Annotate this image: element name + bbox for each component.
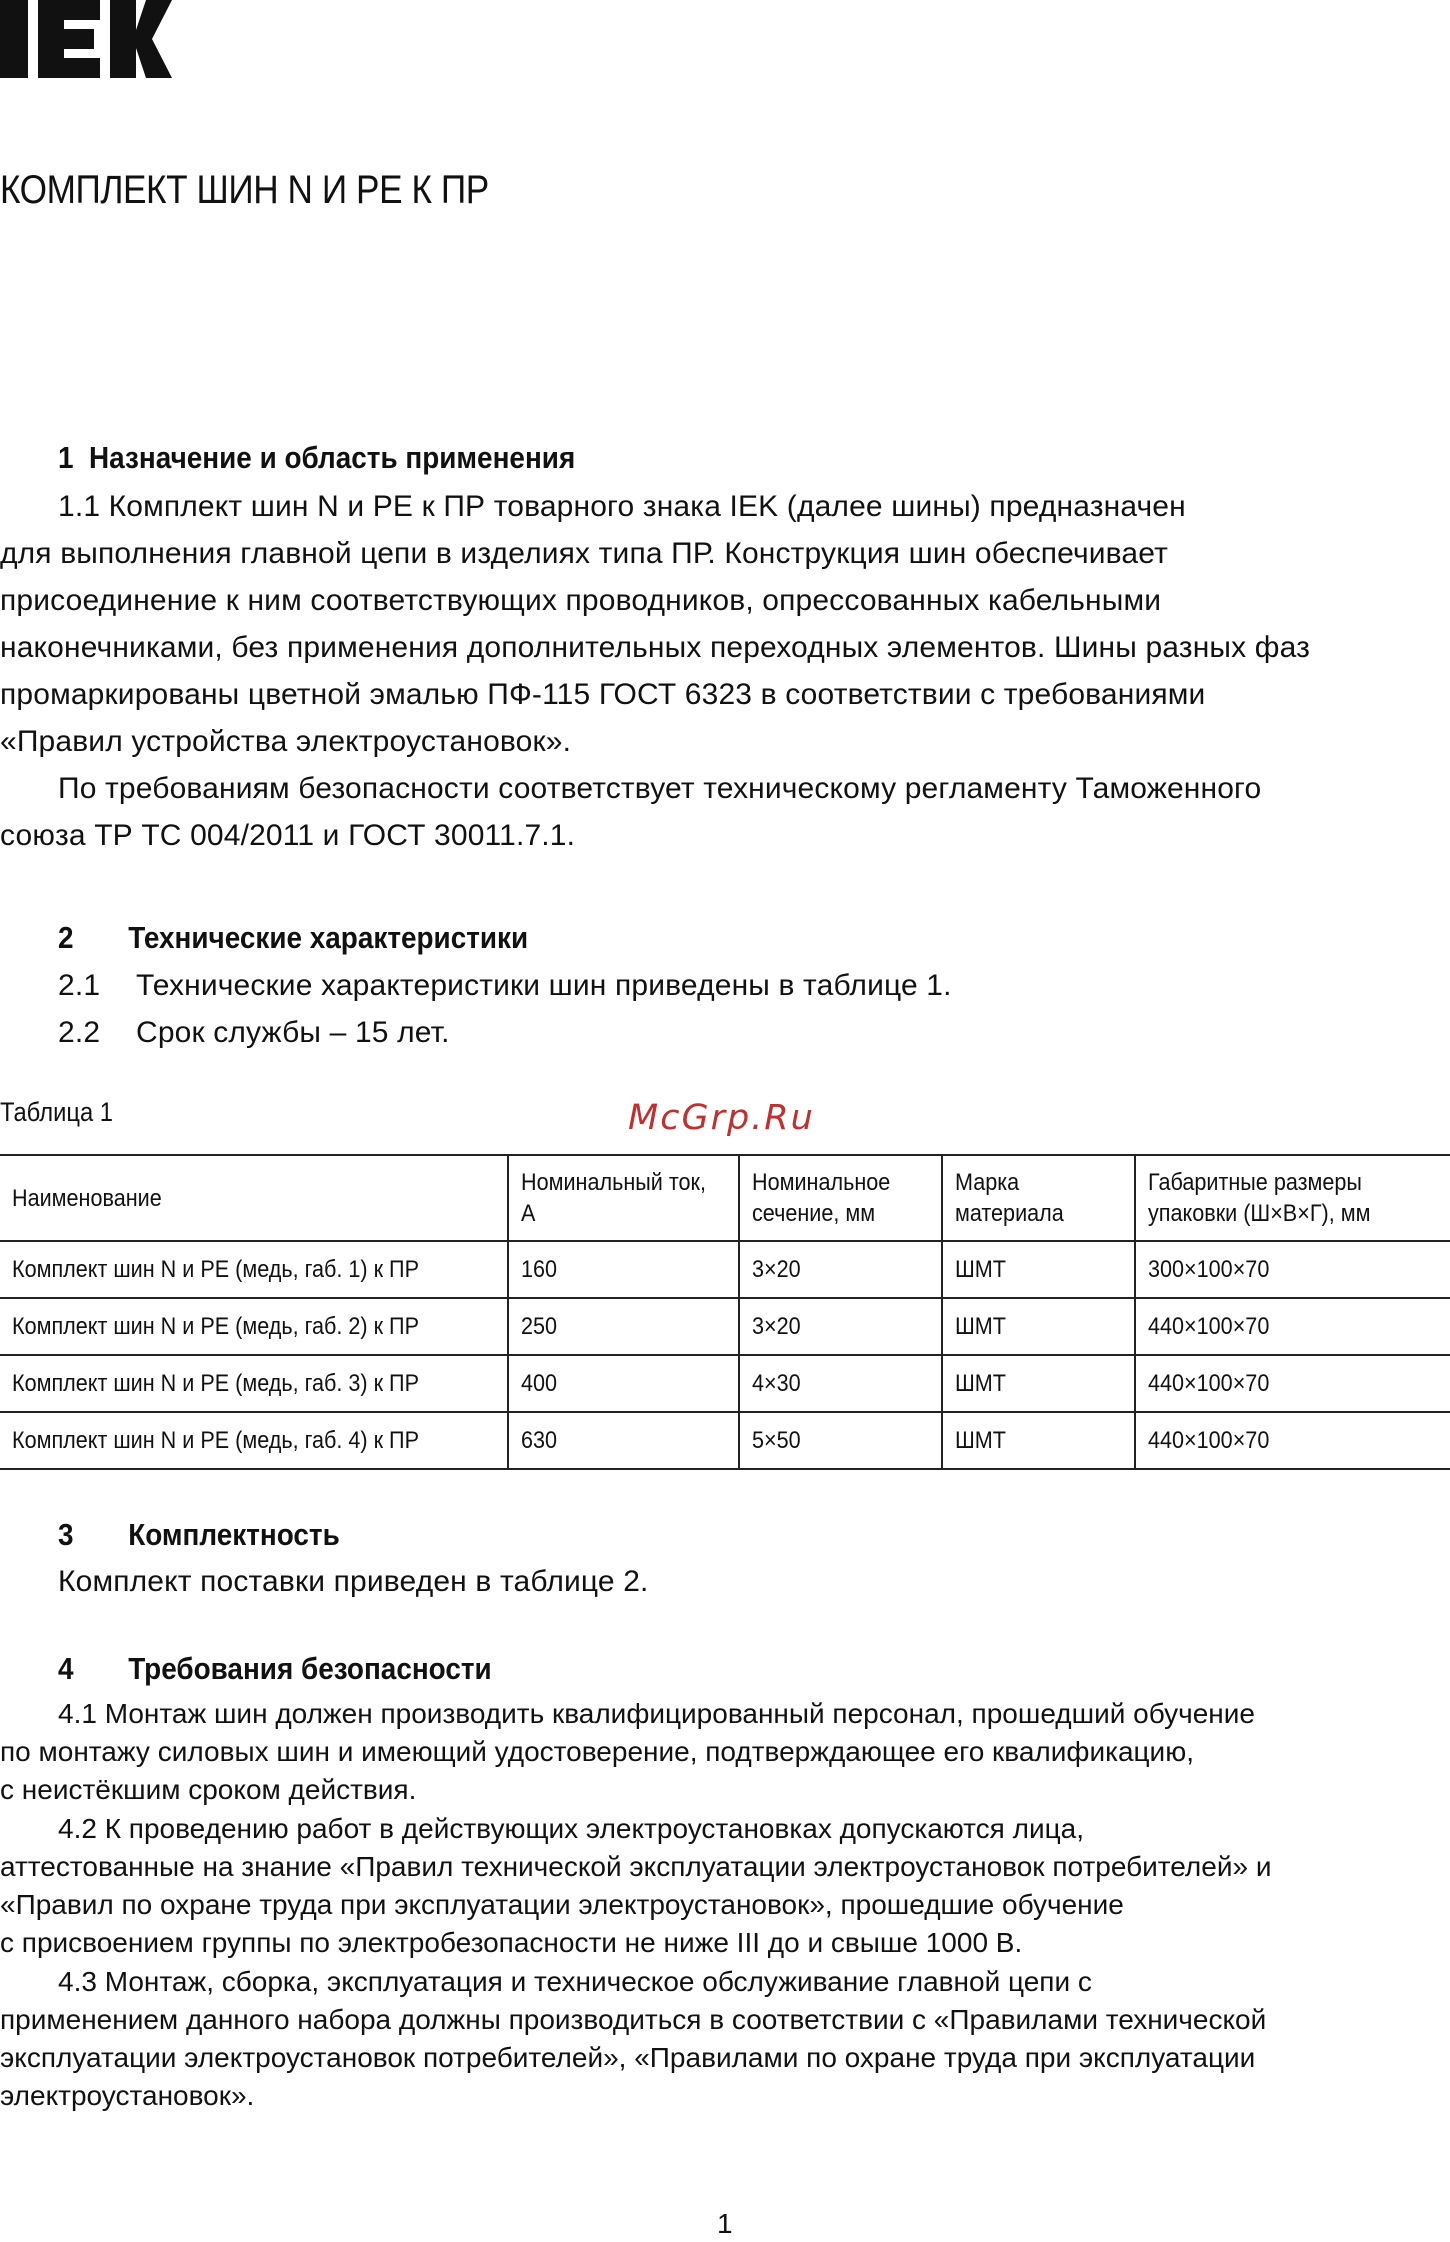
table-cell: 160 [508,1241,740,1298]
section-number: 4 [58,1651,74,1686]
text-line: применением данного набора должны производиться в соответствии с «Правилами технической [0,2004,1267,2035]
section-2-heading [58,920,528,956]
document-title: КОМПЛЕКТ ШИН N И PE К ПР [0,168,489,212]
text-line: 4.1 Монтаж шин должен производить квалифицированный персонал, прошедший обучение [58,1698,1255,1729]
table-cell: 5×50 [739,1412,941,1469]
section-4-heading [58,1651,492,1687]
table-row [0,1241,1450,1298]
item-number: 2.1 [58,969,101,1002]
paragraph-4-2 [0,1810,1271,1962]
iek-logo [0,0,172,78]
table-header-row [0,1155,1450,1241]
table-cell: 440×100×70 [1135,1298,1450,1355]
table-cell: 440×100×70 [1135,1355,1450,1412]
spec-table [0,1154,1450,1470]
section-title: Комплектность [128,1517,340,1552]
table-cell: 440×100×70 [1135,1412,1450,1469]
item-text: Технические характеристики шин приведены в таблице 1. [136,969,952,1002]
section-2-items [58,962,952,1056]
text-line: электроустановок». [0,2080,255,2111]
table-row [0,1298,1450,1355]
table-cell: 250 [508,1298,740,1355]
list-item [58,962,952,1009]
table-cell: Комплект шин N и PE (медь, габ. 4) к ПР [0,1412,508,1469]
text-line: 4.3 Монтаж, сборка, эксплуатация и техническое обслуживание главной цепи с [58,1966,1092,1997]
text-line: присоединение к ним соответствующих проводников, опрессованных кабельными [0,584,1162,617]
paragraph-1-1 [0,483,1310,765]
text-line: наконечниками, без применения дополнительных переходных элементов. Шины разных фаз [0,631,1310,664]
section-number: 1 [58,440,74,475]
paragraph-1-2 [0,765,1261,859]
header-cell: Марка материала [942,1155,1135,1241]
text-line: для выполнения главной цепи в изделиях типа ПР. Конструкция шин обеспечивает [0,537,1168,570]
table-cell: 4×30 [739,1355,941,1412]
section-title: Технические характеристики [128,920,529,955]
section-1-heading [58,440,575,476]
table-cell: Комплект шин N и PE (медь, габ. 2) к ПР [0,1298,508,1355]
watermark: McGrp.Ru [628,1098,815,1138]
text-line: с присвоением группы по электробезопасности не ниже III до и свыше 1000 В. [0,1927,1023,1958]
table-row [0,1355,1450,1412]
paragraph-4-3 [0,1963,1266,2115]
text-line: аттестованные на знание «Правил технической эксплуатации электроустановок потребителей» и [0,1851,1272,1882]
table-cell: ШМТ [942,1241,1135,1298]
table-cell: ШМТ [942,1298,1135,1355]
table-cell: Комплект шин N и PE (медь, габ. 1) к ПР [0,1241,508,1298]
section-number: 3 [58,1517,74,1552]
table-cell: ШМТ [942,1412,1135,1469]
header-cell: Номинальный ток, А [508,1155,740,1241]
text-line: «Правил устройства электроустановок». [0,725,572,758]
text-line: союза ТР ТС 004/2011 и ГОСТ 30011.7.1. [0,819,576,852]
header-cell: Габаритные размеры упаковки (Ш×В×Г), мм [1135,1155,1450,1241]
text-line: По требованиям безопасности соответствует техническому регламенту Таможенного [58,772,1262,805]
table-cell: ШМТ [942,1355,1135,1412]
section-3-text: Комплект поставки приведен в таблице 2. [58,1565,649,1598]
paragraph-4-1 [0,1695,1255,1809]
table-cell: Комплект шин N и PE (медь, габ. 3) к ПР [0,1355,508,1412]
table-cell: 630 [508,1412,740,1469]
text-line: 4.2 К проведению работ в действующих электроустановках допускаются лица, [58,1813,1084,1844]
item-text: Срок службы – 15 лет. [136,1016,450,1049]
table-cell: 3×20 [739,1241,941,1298]
list-item [58,1009,952,1056]
header-cell: Наименование [0,1155,508,1241]
section-3-heading [58,1517,340,1553]
table-row [0,1412,1450,1469]
table-caption: Таблица 1 [0,1097,113,1127]
page-number: 1 [717,2208,733,2239]
table-cell: 300×100×70 [1135,1241,1450,1298]
text-line: эксплуатации электроустановок потребителей», «Правилами по охране труда при эксплуатации [0,2042,1256,2073]
section-number: 2 [58,920,74,955]
text-line: «Правил по охране труда при эксплуатации электроустановок», прошедшие обучение [0,1889,1124,1920]
table-cell: 400 [508,1355,740,1412]
header-cell: Номинальное сечение, мм [739,1155,941,1241]
text-line: промаркированы цветной эмалью ПФ-115 ГОСТ 6323 в соответствии с требованиями [0,678,1206,711]
text-line: 1.1 Комплект шин N и PE к ПР товарного знака IEK (далее шины) предназначен [58,490,1186,523]
text-line: с неистёкшим сроком действия. [0,1774,417,1805]
item-number: 2.2 [58,1016,101,1049]
text-line: по монтажу силовых шин и имеющий удостоверение, подтверждающее его квалификацию, [0,1736,1194,1767]
section-title: Требования безопасности [128,1651,492,1686]
section-title: Назначение и область применения [89,440,576,475]
table-cell: 3×20 [739,1298,941,1355]
